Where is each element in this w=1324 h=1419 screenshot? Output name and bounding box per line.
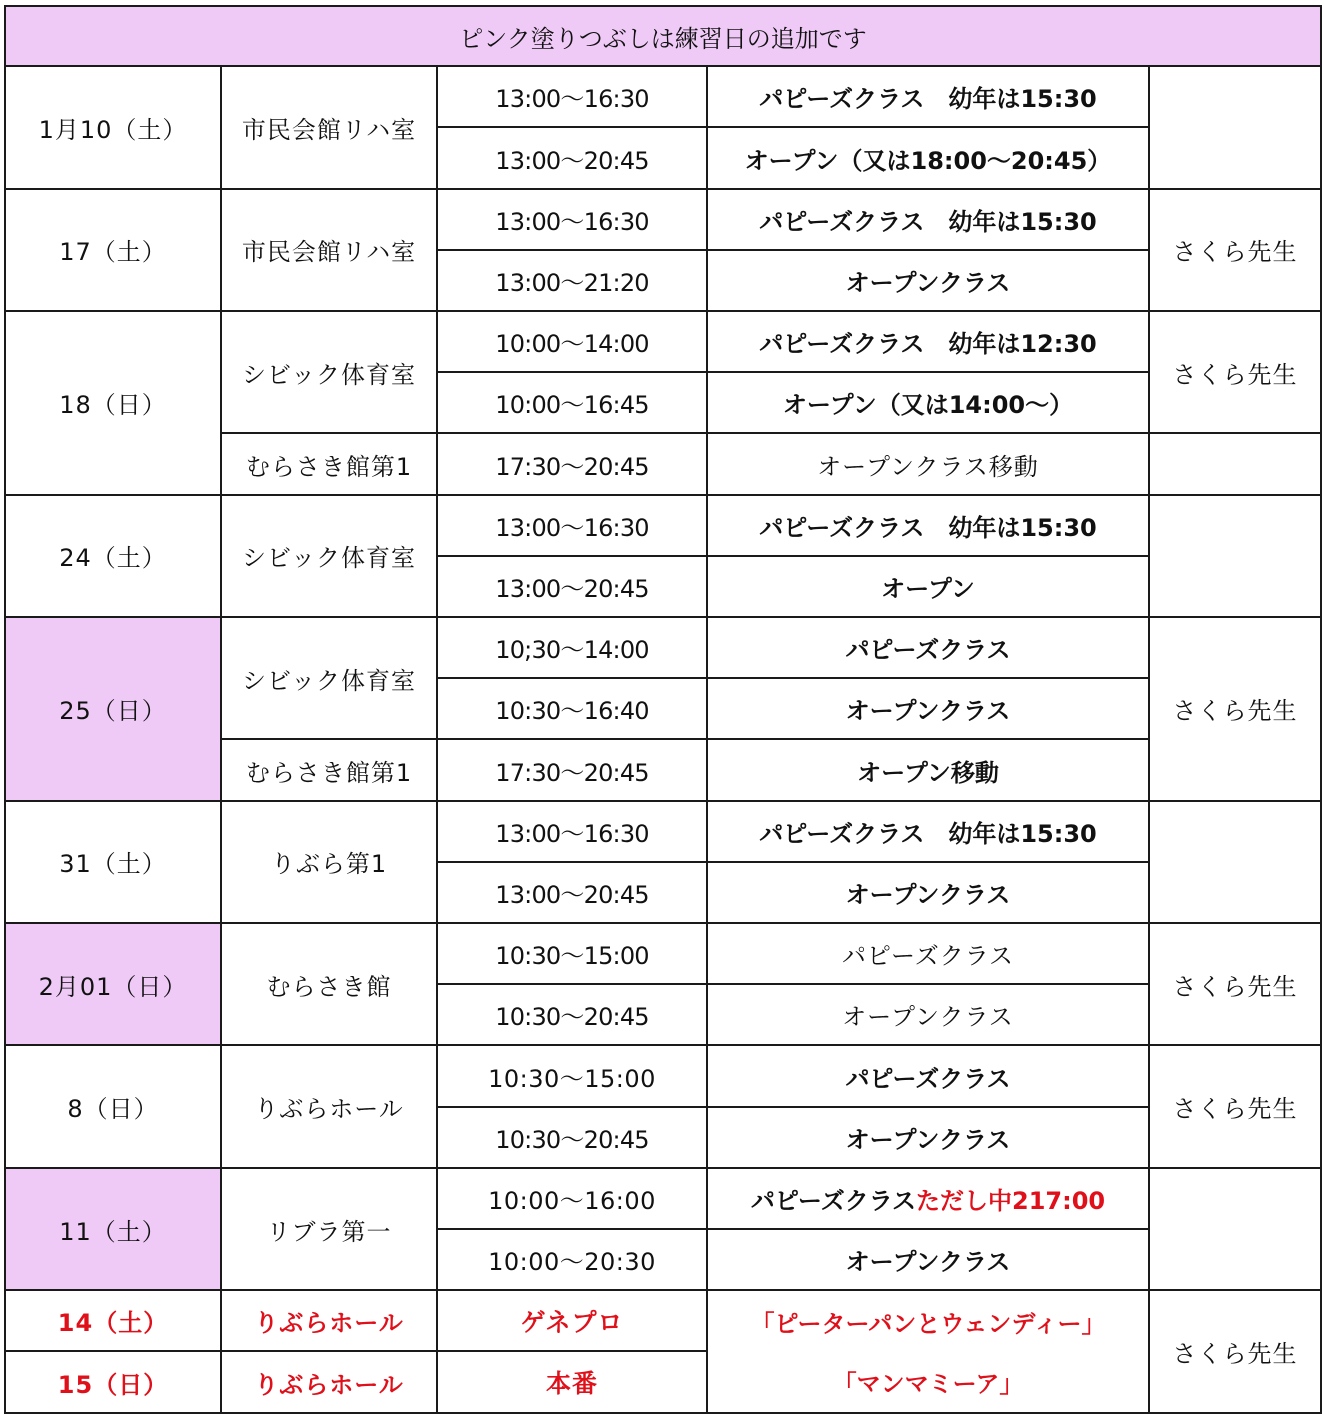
teacher-cell xyxy=(1149,433,1321,494)
class-cell xyxy=(707,1168,1149,1229)
teacher-cell xyxy=(1149,66,1321,188)
time-cell: 10:00～16:00 xyxy=(437,1168,707,1229)
time-cell: 17:30～20:45 xyxy=(437,433,707,494)
class-cell: オープンクラス移動 xyxy=(707,433,1149,494)
performance-row xyxy=(5,1290,1321,1351)
venue-cell: シビック体育室 xyxy=(221,311,437,433)
schedule-row xyxy=(5,189,1321,250)
date-cell-added: 25（日） xyxy=(5,617,221,801)
venue-cell: りぶらホール xyxy=(221,1351,437,1413)
venue-cell: むらさき館第1 xyxy=(221,739,437,800)
class-cell: オープンクラス xyxy=(707,678,1149,739)
time-cell: 13:00～16:30 xyxy=(437,801,707,862)
time-cell: 10:30～16:40 xyxy=(437,678,707,739)
program-title: 「マンマミーア」 xyxy=(707,1351,1149,1413)
time-cell: 10:30～20:45 xyxy=(437,984,707,1045)
teacher-cell xyxy=(1149,495,1321,617)
time-cell: 10:30～15:00 xyxy=(437,1045,707,1106)
time-cell: 10:00～16:45 xyxy=(437,372,707,433)
practice-schedule-table xyxy=(4,5,1322,1414)
date-cell: 18（日） xyxy=(5,311,221,495)
venue-cell: シビック体育室 xyxy=(221,495,437,617)
schedule-row xyxy=(5,1168,1321,1229)
class-note: ただし中217:00 xyxy=(916,1186,1106,1215)
class-cell: パピーズクラス xyxy=(707,923,1149,984)
time-cell: 10:00～20:30 xyxy=(437,1229,707,1290)
time-cell: 10:30～20:45 xyxy=(437,1107,707,1168)
class-cell: オープンクラス xyxy=(707,984,1149,1045)
time-cell: 13:00～20:45 xyxy=(437,127,707,188)
schedule-row xyxy=(5,617,1321,678)
teacher-cell xyxy=(1149,1168,1321,1290)
class-cell: パピーズクラス 幼年は12:30 xyxy=(707,311,1149,372)
class-cell: パピーズクラス 幼年は15:30 xyxy=(707,495,1149,556)
venue-cell: むらさき館第1 xyxy=(221,433,437,494)
date-cell: 24（土） xyxy=(5,495,221,617)
teacher-cell xyxy=(1149,801,1321,923)
date-cell-added: 2月01（日） xyxy=(5,923,221,1045)
time-cell: 13:00～20:45 xyxy=(437,556,707,617)
venue-cell: シビック体育室 xyxy=(221,617,437,739)
time-cell: 13:00～20:45 xyxy=(437,862,707,923)
class-label: パピーズクラス xyxy=(750,1186,917,1215)
date-cell: 17（土） xyxy=(5,189,221,311)
teacher-cell: さくら先生 xyxy=(1149,189,1321,311)
date-cell: 1月10（土） xyxy=(5,66,221,188)
time-cell: 13:00～16:30 xyxy=(437,66,707,127)
time-cell: 13:00～16:30 xyxy=(437,189,707,250)
class-cell: オープンクラス xyxy=(707,862,1149,923)
time-cell: 10;30～14:00 xyxy=(437,617,707,678)
date-cell: 14（土） xyxy=(5,1290,221,1351)
date-cell: 31（土） xyxy=(5,801,221,923)
time-cell: 10:30～15:00 xyxy=(437,923,707,984)
teacher-cell: さくら先生 xyxy=(1149,311,1321,433)
time-cell: 17:30～20:45 xyxy=(437,739,707,800)
schedule-row xyxy=(5,923,1321,984)
schedule-row xyxy=(5,311,1321,372)
teacher-cell: さくら先生 xyxy=(1149,617,1321,801)
class-cell: パピーズクラス xyxy=(707,1045,1149,1106)
class-cell: オープンクラス xyxy=(707,1107,1149,1168)
class-cell: パピーズクラス xyxy=(707,617,1149,678)
venue-cell: 市民会館リハ室 xyxy=(221,189,437,311)
class-cell: オープン（又は14:00～） xyxy=(707,372,1149,433)
event-cell: 本番 xyxy=(437,1351,707,1413)
venue-cell: 市民会館リハ室 xyxy=(221,66,437,188)
venue-cell: りぶら第1 xyxy=(221,801,437,923)
class-cell: オープン移動 xyxy=(707,739,1149,800)
notice-banner: ピンク塗りつぶしは練習日の追加です xyxy=(5,6,1321,66)
teacher-cell: さくら先生 xyxy=(1149,923,1321,1045)
event-cell: ゲネプロ xyxy=(437,1290,707,1351)
time-cell: 13:00～16:30 xyxy=(437,495,707,556)
schedule-row xyxy=(5,1045,1321,1106)
date-cell: 8（日） xyxy=(5,1045,221,1167)
time-cell: 13:00～21:20 xyxy=(437,250,707,311)
time-cell: 10:00～14:00 xyxy=(437,311,707,372)
class-cell: オープン（又は18:00～20:45） xyxy=(707,127,1149,188)
teacher-cell: さくら先生 xyxy=(1149,1290,1321,1413)
class-cell: オープンクラス xyxy=(707,250,1149,311)
class-cell: パピーズクラス 幼年は15:30 xyxy=(707,801,1149,862)
class-cell: パピーズクラス 幼年は15:30 xyxy=(707,189,1149,250)
date-cell-added: 11（土） xyxy=(5,1168,221,1290)
class-cell: オープンクラス xyxy=(707,1229,1149,1290)
venue-cell: りぶらホール xyxy=(221,1290,437,1351)
venue-cell: りぶらホール xyxy=(221,1045,437,1167)
venue-cell: リブラ第一 xyxy=(221,1168,437,1290)
performance-row xyxy=(5,1351,1321,1413)
date-cell: 15（日） xyxy=(5,1351,221,1413)
venue-cell: むらさき館 xyxy=(221,923,437,1045)
schedule-row xyxy=(5,66,1321,127)
schedule-row xyxy=(5,495,1321,556)
teacher-cell: さくら先生 xyxy=(1149,1045,1321,1167)
class-cell: オープン xyxy=(707,556,1149,617)
schedule-row xyxy=(5,801,1321,862)
program-title: 「ピーターパンとウェンディー」 xyxy=(707,1290,1149,1351)
class-cell: パピーズクラス 幼年は15:30 xyxy=(707,66,1149,127)
